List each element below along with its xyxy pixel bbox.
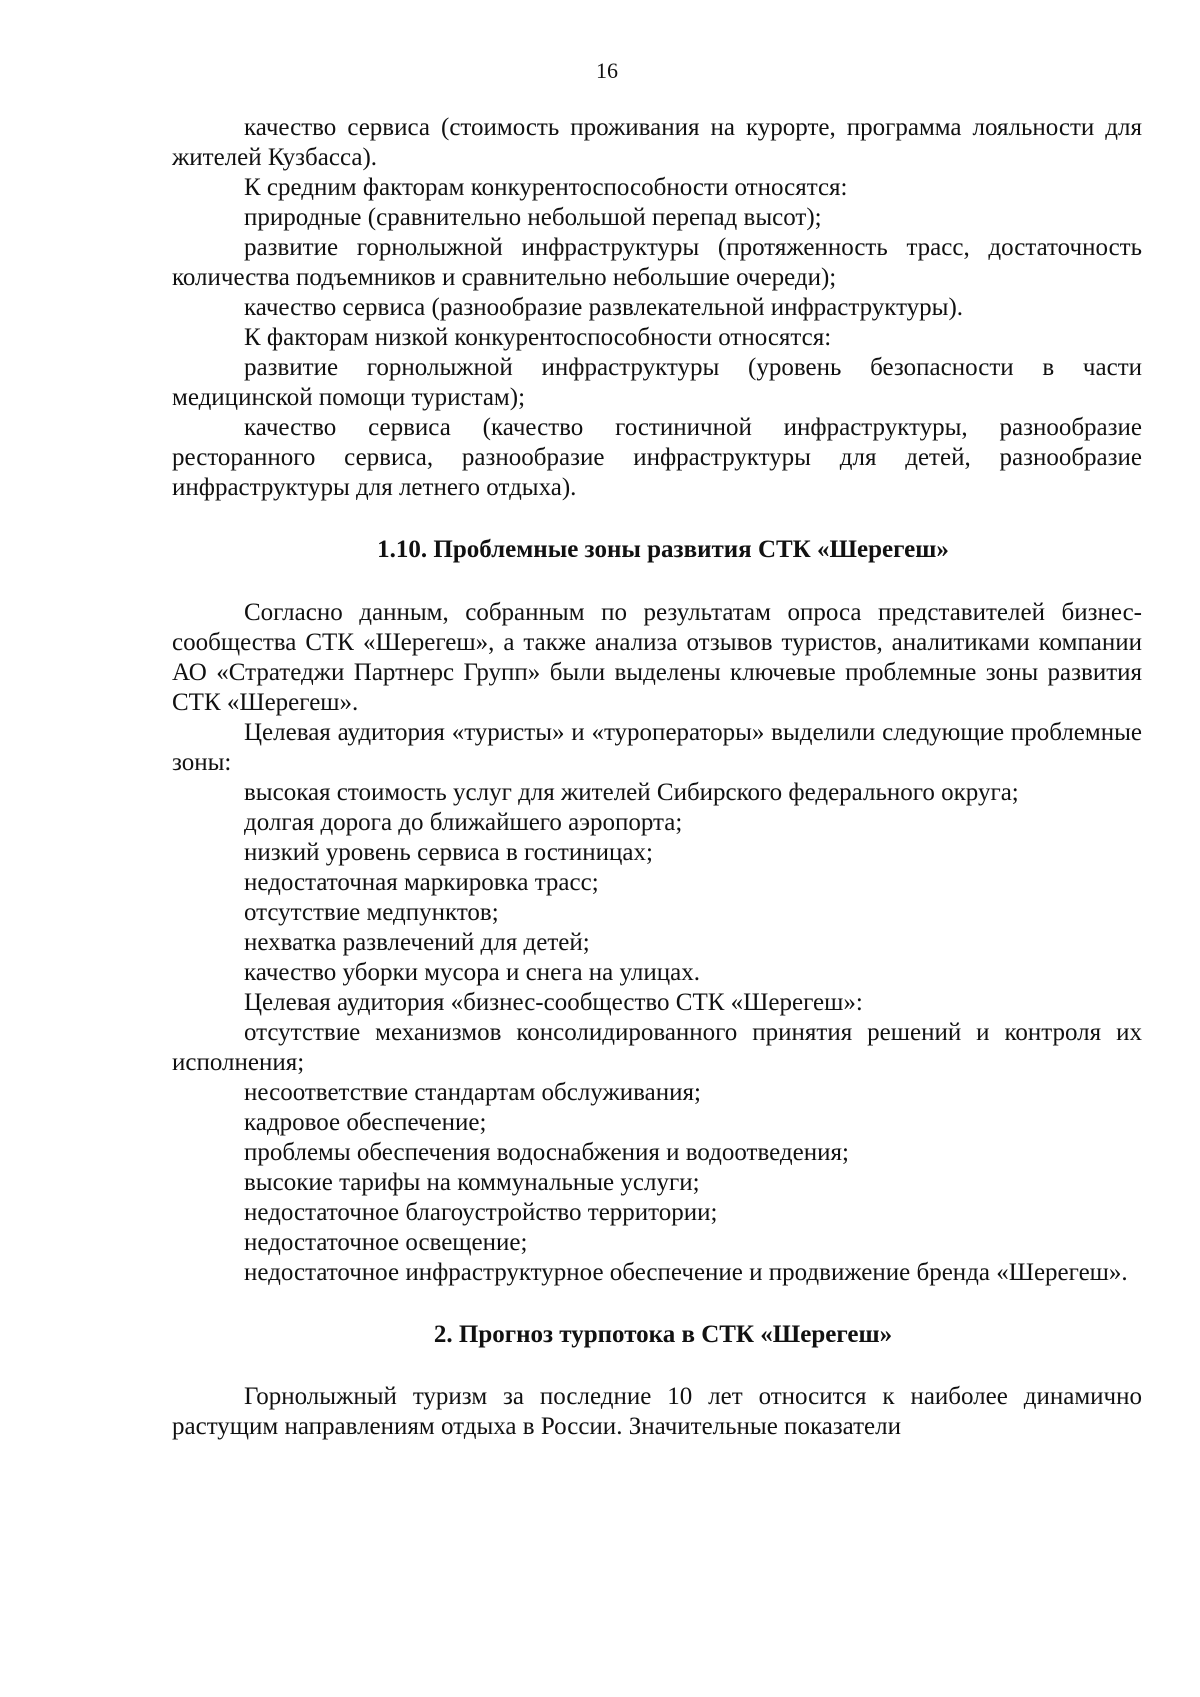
problem-zones-block bbox=[172, 598, 1142, 1288]
paragraph: Целевая аудитория «бизнес-сообщество СТК «Шерегеш»: bbox=[244, 989, 863, 1016]
list-item: отсутствие механизмов консолидированного принятия решений и контроля их исполнения; bbox=[172, 1019, 1142, 1076]
list-item: недостаточное благоустройство территории; bbox=[244, 1199, 718, 1226]
list-item: высокие тарифы на коммунальные услуги; bbox=[244, 1169, 700, 1196]
list-item: недостаточная маркировка трасс; bbox=[244, 869, 599, 896]
page-number: 16 bbox=[596, 58, 618, 83]
page-content bbox=[172, 113, 1142, 1442]
list-item: проблемы обеспечения водоснабжения и водоотведения; bbox=[244, 1139, 849, 1166]
list-item: долгая дорога до ближайшего аэропорта; bbox=[244, 809, 683, 836]
paragraph: К средним факторам конкурентоспособности относятся: bbox=[244, 174, 848, 201]
list-item: отсутствие медпунктов; bbox=[244, 899, 499, 926]
factors-block bbox=[172, 113, 1142, 503]
list-item: высокая стоимость услуг для жителей Сибирского федерального округа; bbox=[244, 779, 1019, 806]
list-item: кадровое обеспечение; bbox=[244, 1109, 487, 1136]
forecast-block bbox=[172, 1382, 1142, 1442]
paragraph: Целевая аудитория «туристы» и «туроператоры» выделили следующие проблемные зоны: bbox=[172, 719, 1142, 776]
section-heading: 2. Прогноз турпотока в СТК «Шерегеш» bbox=[433, 1321, 893, 1348]
paragraph: природные (сравнительно небольшой перепад высот); bbox=[244, 204, 822, 231]
list-item: нехватка развлечений для детей; bbox=[244, 929, 590, 956]
paragraph: качество сервиса (разнообразие развлекательной инфраструктуры). bbox=[244, 294, 964, 321]
list-item: недостаточное освещение; bbox=[244, 1229, 528, 1256]
paragraph: Горнолыжный туризм за последние 10 лет относится к наиболее динамично растущим направлениям отдыха в России. Значительные показатели bbox=[172, 1383, 1142, 1440]
paragraph: развитие горнолыжной инфраструктуры (уровень безопасности в части медицинской помощи туристам); bbox=[172, 354, 1142, 411]
list-item: низкий уровень сервиса в гостиницах; bbox=[244, 839, 653, 866]
paragraph: развитие горнолыжной инфраструктуры (протяженность трасс, достаточность количества подъемников и сравнительно небольшие очереди); bbox=[172, 234, 1142, 291]
paragraph: К факторам низкой конкурентоспособности относятся: bbox=[244, 324, 832, 351]
list-item: качество уборки мусора и снега на улицах. bbox=[244, 959, 700, 986]
paragraph: Согласно данным, собранным по результатам опроса представителей бизнес-сообщества СТК «Шерегеш», а также анализа отзывов туристов, аналитиками компании АО «Стратеджи Партнерс Групп» были выделены ключевые проблемные зоны развития СТК «Шерегеш». bbox=[172, 599, 1142, 716]
paragraph: качество сервиса (стоимость проживания на курорте, программа лояльности для жителей Кузбасса). bbox=[172, 114, 1142, 171]
paragraph: качество сервиса (качество гостиничной инфраструктуры, разнообразие ресторанного сервиса, разнообразие инфраструктуры для детей, разнообразие инфраструктуры для летнего отдыха). bbox=[172, 414, 1142, 501]
list-item: несоответствие стандартам обслуживания; bbox=[244, 1079, 701, 1106]
section-heading: 1.10. Проблемные зоны развития СТК «Шерегеш» bbox=[377, 536, 949, 563]
list-item: недостаточное инфраструктурное обеспечение и продвижение бренда «Шерегеш». bbox=[244, 1259, 1128, 1286]
